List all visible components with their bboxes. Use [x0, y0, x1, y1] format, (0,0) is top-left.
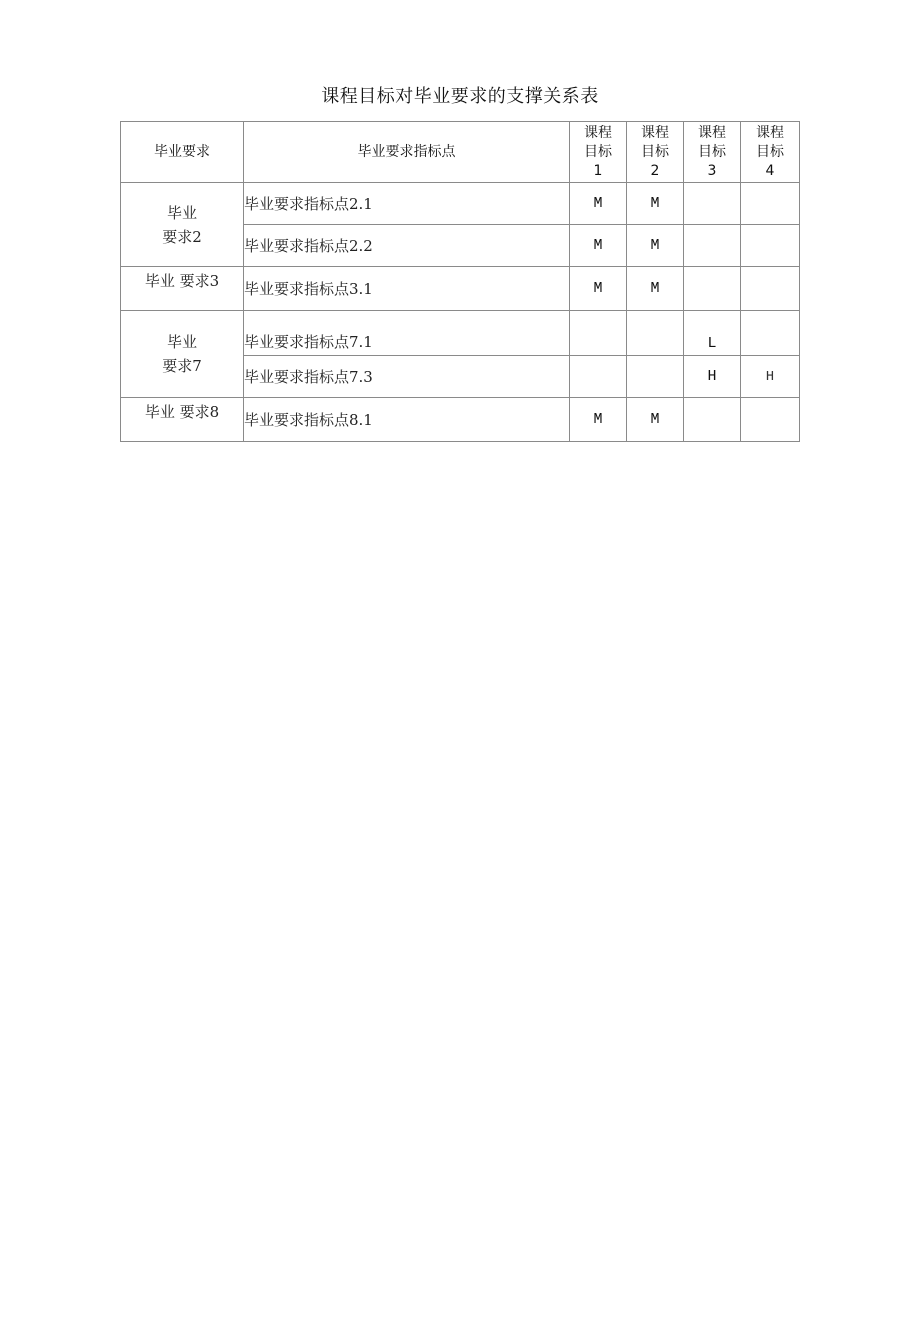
requirement-cell: 毕业 要求2 [121, 183, 244, 267]
goal-2-mark: M [627, 267, 684, 311]
goal-3-mark [684, 225, 741, 267]
goal-2-mark [627, 356, 684, 398]
goal-1-mark: M [570, 183, 627, 225]
header-requirement: 毕业要求 [121, 122, 244, 183]
goal-4-mark: H [741, 356, 800, 398]
table-row [121, 398, 800, 442]
indicator-cell: 毕业要求指标点8.1 [244, 398, 570, 442]
requirement-cell: 毕业 要求3 [121, 267, 244, 311]
table-row [121, 183, 800, 225]
goal-3-mark: L [684, 311, 741, 356]
goal-4-mark [741, 183, 800, 225]
goal-1-mark [570, 356, 627, 398]
goal-2-mark: M [627, 225, 684, 267]
header-goal-3 [684, 122, 741, 183]
indicator-cell: 毕业要求指标点2.2 [244, 225, 570, 267]
goal-2-mark: M [627, 183, 684, 225]
goal-1-mark: M [570, 398, 627, 442]
indicator-cell: 毕业要求指标点7.3 [244, 356, 570, 398]
goal-3-mark [684, 267, 741, 311]
indicator-cell: 毕业要求指标点3.1 [244, 267, 570, 311]
goal-4-mark [741, 225, 800, 267]
goal-2-mark [627, 311, 684, 356]
header-goal-1 [570, 122, 627, 183]
requirement-cell: 毕业 要求8 [121, 398, 244, 442]
header-goal-2-label: 课程目标2 [640, 124, 669, 179]
goal-3-mark [684, 398, 741, 442]
goal-3-mark [684, 183, 741, 225]
goal-4-mark [741, 311, 800, 356]
goal-1-mark: M [570, 267, 627, 311]
goal-2-mark: M [627, 398, 684, 442]
table-title: 课程目标对毕业要求的支撑关系表 [321, 86, 599, 107]
header-indicator: 毕业要求指标点 [244, 122, 570, 183]
requirement-cell: 毕业 要求7 [121, 311, 244, 398]
header-goal-1-label: 课程目标1 [583, 124, 612, 179]
goal-1-mark: M [570, 225, 627, 267]
goal-4-mark [741, 398, 800, 442]
header-goal-3-label: 课程目标3 [697, 124, 726, 179]
goal-3-mark: H [684, 356, 741, 398]
goal-1-mark [570, 311, 627, 356]
indicator-cell: 毕业要求指标点7.1 [244, 311, 570, 356]
goal-4-mark [741, 267, 800, 311]
indicator-cell: 毕业要求指标点2.1 [244, 183, 570, 225]
table-header-row [121, 122, 800, 183]
support-matrix-table [120, 121, 800, 442]
table-row [121, 311, 800, 356]
header-goal-2 [627, 122, 684, 183]
table-row [121, 267, 800, 311]
header-goal-4-label: 课程目标4 [755, 124, 784, 179]
header-goal-4 [741, 122, 800, 183]
